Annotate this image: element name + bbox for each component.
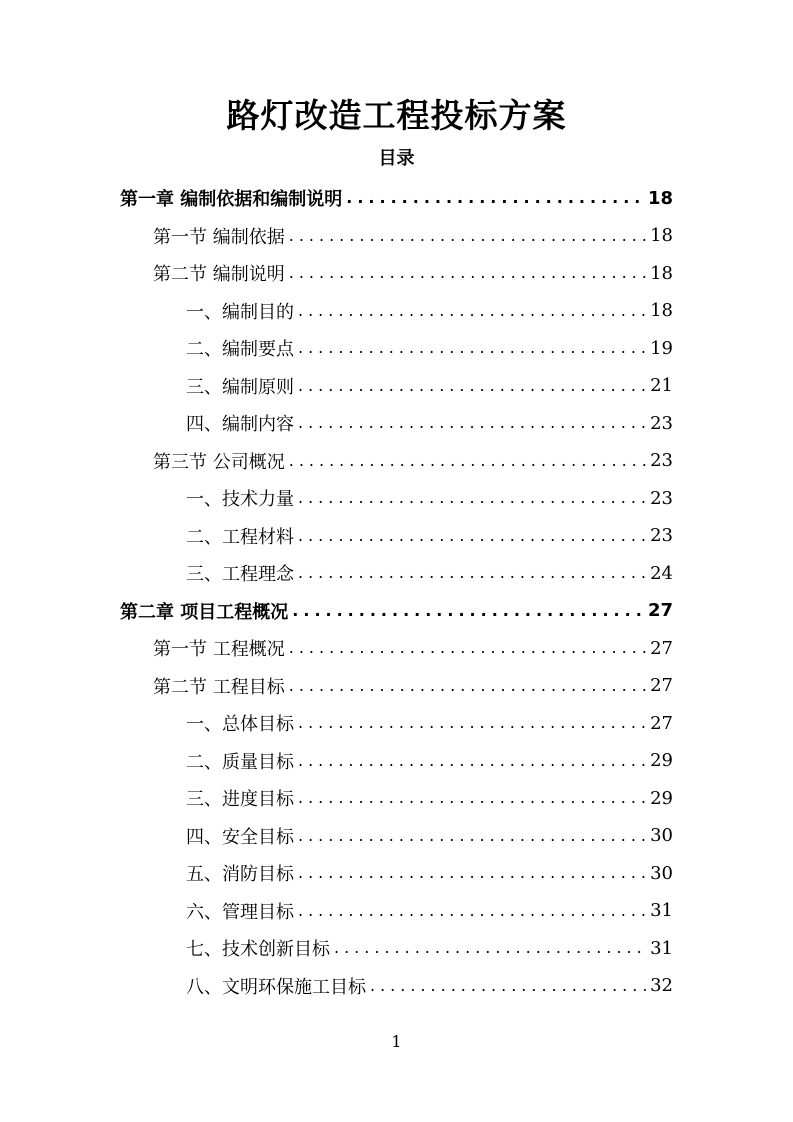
toc-entry[interactable] <box>186 818 673 854</box>
toc-entry[interactable] <box>186 930 673 966</box>
toc-dot-leader <box>292 593 644 629</box>
toc-entry[interactable] <box>186 855 673 891</box>
toc-entry[interactable] <box>186 368 673 404</box>
toc-entry[interactable] <box>186 705 673 741</box>
toc-dot-leader <box>298 330 646 366</box>
toc-entry-label: 第三节 公司概况 <box>153 451 285 473</box>
toc-entry-label: 三、编制原则 <box>186 376 294 398</box>
toc-entry-label: 八、文明环保施工目标 <box>186 976 366 998</box>
toc-heading: 目录 <box>378 148 415 169</box>
toc-dot-leader <box>289 255 646 291</box>
toc-entry-page: 27 <box>647 600 673 621</box>
toc-entry-page: 23 <box>650 412 673 434</box>
toc-entry-label: 第一节 编制依据 <box>153 226 285 248</box>
toc-dot-leader <box>298 405 646 441</box>
toc-entry-label: 四、编制内容 <box>186 414 294 435</box>
toc-entry[interactable] <box>186 555 673 591</box>
toc-entry-label: 三、进度目标 <box>186 789 294 810</box>
toc-entry[interactable] <box>153 255 673 291</box>
toc-entry[interactable] <box>153 630 673 666</box>
toc-entry-page: 19 <box>650 337 673 359</box>
toc-dot-leader <box>346 180 644 216</box>
toc-entry-page: 18 <box>647 187 673 209</box>
toc-entry-page: 21 <box>650 375 673 396</box>
toc-entry-page: 31 <box>650 900 673 921</box>
toc-entry-label: 一、总体目标 <box>186 714 294 735</box>
toc-entry[interactable] <box>153 443 673 479</box>
toc-dot-leader <box>298 705 646 741</box>
toc-entry-page: 27 <box>650 675 673 696</box>
toc-entry[interactable] <box>153 218 673 254</box>
toc-entry-page: 23 <box>650 450 673 471</box>
toc-entry-page: 27 <box>650 712 673 734</box>
document-title: 路灯改造工程投标方案 <box>226 96 567 135</box>
toc-entry[interactable] <box>186 780 673 816</box>
toc-entry-page: 24 <box>650 562 673 584</box>
toc-entry-page: 29 <box>650 787 673 809</box>
toc-entry-label: 二、编制要点 <box>186 339 294 360</box>
toc-entry-page: 18 <box>650 300 673 321</box>
toc-entry-page: 30 <box>650 862 673 884</box>
toc-entry-page: 30 <box>650 825 673 846</box>
toc-dot-leader <box>298 518 646 554</box>
toc-entry[interactable] <box>186 293 673 329</box>
toc-entry-page: 23 <box>650 525 673 546</box>
toc-entry[interactable] <box>186 405 673 441</box>
toc-entry-page: 27 <box>650 637 673 659</box>
toc-dot-leader <box>289 218 646 254</box>
toc-dot-leader <box>298 893 646 929</box>
toc-entry[interactable] <box>186 480 673 516</box>
toc-dot-leader <box>298 855 646 891</box>
toc-entry[interactable] <box>153 668 673 704</box>
toc-entry-page: 23 <box>650 487 673 509</box>
toc-dot-leader <box>298 368 646 404</box>
toc-entry[interactable] <box>120 593 673 629</box>
page-number: 1 <box>391 1032 402 1051</box>
toc-entry-label: 第一章 编制依据和编制说明 <box>120 189 343 210</box>
toc-entry-label: 第二节 工程目标 <box>153 676 285 698</box>
toc-entry-page: 18 <box>650 225 673 246</box>
toc-entry-label: 六、管理目标 <box>186 901 294 923</box>
toc-dot-leader <box>289 668 646 704</box>
toc-entry-label: 第二节 编制说明 <box>153 264 285 285</box>
toc-entry-label: 七、技术创新目标 <box>186 939 330 960</box>
toc-entry[interactable] <box>186 518 673 554</box>
toc-entry-page: 32 <box>650 975 673 996</box>
toc-dot-leader <box>370 968 646 1004</box>
toc-entry-label: 三、工程理念 <box>186 564 294 585</box>
toc-dot-leader <box>298 555 646 591</box>
toc-entry-page: 29 <box>650 750 673 771</box>
toc-entry-label: 五、消防目标 <box>186 864 294 885</box>
toc-entry-label: 第一节 工程概况 <box>153 639 285 660</box>
toc-dot-leader <box>298 480 646 516</box>
toc-entry-label: 二、质量目标 <box>186 751 294 773</box>
toc-dot-leader <box>334 930 646 966</box>
toc-dot-leader <box>289 630 646 666</box>
toc-entry-label: 四、安全目标 <box>186 826 294 848</box>
toc-entry[interactable] <box>186 330 673 366</box>
toc-entry[interactable] <box>186 893 673 929</box>
toc-entry[interactable] <box>120 180 673 216</box>
toc-dot-leader <box>289 443 646 479</box>
toc-entry-label: 第二章 项目工程概况 <box>120 601 289 623</box>
toc-entry[interactable] <box>186 968 673 1004</box>
toc-dot-leader <box>298 818 646 854</box>
toc-entry[interactable] <box>186 743 673 779</box>
toc-entry-page: 31 <box>650 937 673 959</box>
toc-dot-leader <box>298 780 646 816</box>
toc-entry-label: 一、编制目的 <box>186 301 294 323</box>
toc-dot-leader <box>298 293 646 329</box>
toc-dot-leader <box>298 743 646 779</box>
toc-entry-label: 二、工程材料 <box>186 526 294 548</box>
toc-entry-label: 一、技术力量 <box>186 489 294 510</box>
toc-entry-page: 18 <box>650 262 673 284</box>
